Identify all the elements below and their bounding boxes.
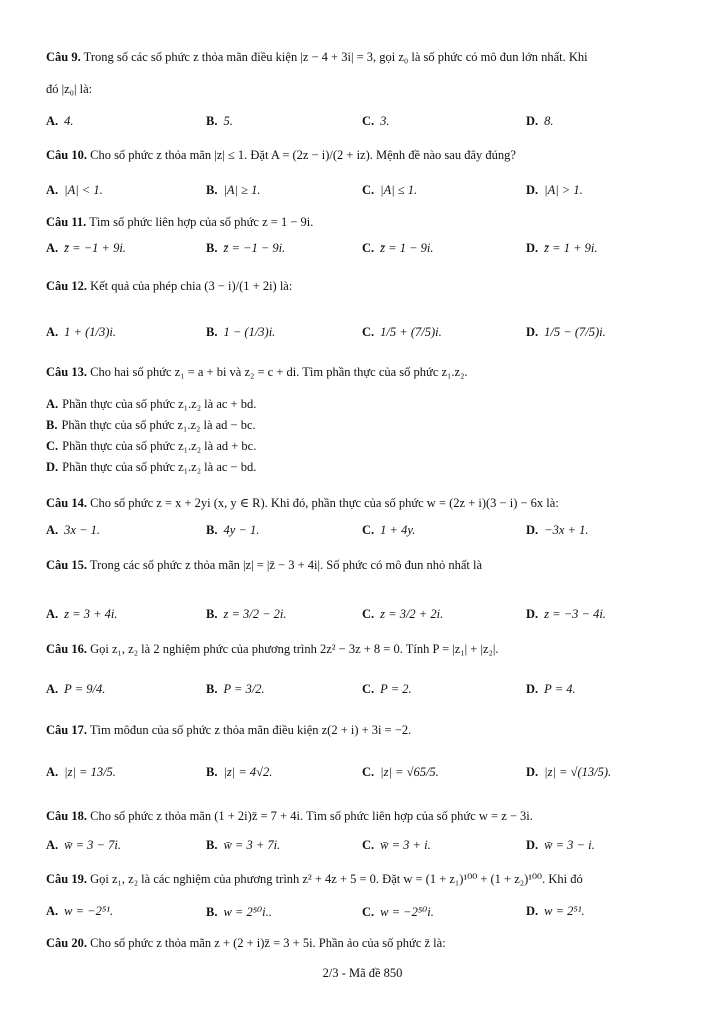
option-label: B.: [206, 765, 218, 779]
option-label: A.: [46, 682, 59, 696]
option-label: A.: [46, 397, 59, 411]
question-12: [46, 277, 685, 295]
option-d[interactable]: [526, 765, 611, 780]
option-label: B.: [206, 905, 218, 919]
question-18: [46, 807, 685, 825]
option-d[interactable]: [526, 682, 576, 697]
option-label: D.: [526, 682, 539, 696]
option-c[interactable]: [362, 241, 434, 256]
option-label: A.: [46, 838, 59, 852]
option-text: |z| = 4√2.: [223, 765, 273, 779]
option-text: w = 2⁵⁰i..: [223, 905, 272, 919]
question-text-continued: đó |z₀| là:: [46, 82, 93, 96]
question-text: Trong các số phức z thỏa mãn |z| = |z̄ − 3 + 4i|. Số phức có mô đun nhỏ nhất là: [89, 558, 482, 572]
option-a[interactable]: [46, 325, 116, 340]
option-a[interactable]: [46, 607, 118, 622]
option-label: D.: [46, 460, 59, 474]
option-c[interactable]: [46, 439, 686, 461]
option-text: 3.: [380, 114, 390, 128]
option-a[interactable]: [46, 682, 105, 697]
option-text: w̄ = 3 + i.: [380, 838, 431, 852]
options-row: [46, 523, 686, 545]
option-label: C.: [362, 241, 375, 255]
options-row: [46, 183, 686, 205]
question-text: Gọi z₁, z₂ là 2 nghiệm phức của phương trình 2z² − 3z + 8 = 0. Tính P = |z₁| + |z₂|.: [90, 642, 499, 656]
option-d[interactable]: [526, 114, 554, 129]
option-label: D.: [526, 904, 539, 918]
option-text: z̄ = 1 − 9i.: [380, 241, 434, 255]
option-b[interactable]: [206, 607, 287, 622]
option-text: |A| < 1.: [64, 183, 103, 197]
option-a[interactable]: [46, 523, 100, 538]
question-text: Cho số phức z thỏa mãn |z| ≤ 1. Đặt A = (2z − i)/(2 + iz). Mệnh đề nào sau đây đúng?: [90, 148, 516, 162]
option-text: w̄ = 3 − 7i.: [64, 838, 121, 852]
option-label: C.: [362, 838, 375, 852]
option-label: D.: [526, 114, 539, 128]
question-text: Kết quả của phép chia (3 − i)/(1 + 2i) là:: [90, 279, 293, 293]
option-label: C.: [362, 765, 375, 779]
option-label: B.: [206, 114, 218, 128]
option-text: w̄ = 3 − i.: [544, 838, 595, 852]
option-text: |A| ≥ 1.: [223, 183, 261, 197]
question-label: Câu 18.: [46, 809, 87, 823]
options-row: [46, 114, 686, 136]
options-row: [46, 904, 686, 926]
option-label: C.: [46, 439, 59, 453]
option-a[interactable]: [46, 765, 116, 780]
question-label: Câu 16.: [46, 642, 87, 656]
question-14: [46, 494, 685, 512]
option-d[interactable]: [526, 838, 595, 853]
option-b[interactable]: [206, 682, 265, 697]
option-text: |A| ≤ 1.: [380, 183, 418, 197]
option-text: z = −3 − 4i.: [544, 607, 606, 621]
option-text: z̄ = 1 + 9i.: [544, 241, 598, 255]
option-d[interactable]: [526, 904, 585, 919]
option-label: A.: [46, 607, 59, 621]
option-b[interactable]: [206, 523, 259, 538]
option-a[interactable]: [46, 114, 74, 129]
option-a[interactable]: [46, 904, 113, 919]
question-text: Tìm môđun của số phức z thỏa mãn điều kiện z(2 + i) + 3i = −2.: [89, 723, 412, 737]
option-text: 8.: [544, 114, 554, 128]
option-text: P = 4.: [544, 682, 576, 696]
option-c[interactable]: [362, 183, 417, 198]
option-text: 1/5 + (7/5)i.: [380, 325, 442, 339]
question-text: Cho số phức z thỏa mãn z + (2 + i)z̄ = 3 + 5i. Phần ảo của số phức z̄ là:: [90, 936, 446, 950]
option-label: C.: [362, 183, 375, 197]
option-label: C.: [362, 325, 375, 339]
option-d[interactable]: [526, 183, 583, 198]
option-text: 4y − 1.: [223, 523, 260, 537]
option-text: z = 3/2 + 2i.: [380, 607, 444, 621]
question-17: [46, 721, 685, 739]
option-text: P = 2.: [380, 682, 412, 696]
option-a[interactable]: [46, 241, 126, 256]
option-text: 4.: [64, 114, 74, 128]
options-row: [46, 325, 686, 347]
option-d[interactable]: [526, 325, 606, 340]
option-label: B.: [206, 838, 218, 852]
option-text: w̄ = 3 + 7i.: [223, 838, 281, 852]
question-19: [46, 870, 685, 888]
question-label: Câu 20.: [46, 936, 87, 950]
option-label: D.: [526, 325, 539, 339]
option-d[interactable]: [526, 607, 606, 622]
option-b[interactable]: [206, 904, 272, 920]
option-label: D.: [526, 523, 539, 537]
option-text: 1 + (1/3)i.: [64, 325, 116, 339]
option-text: |A| > 1.: [544, 183, 583, 197]
option-c[interactable]: [362, 682, 412, 697]
option-label: C.: [362, 114, 375, 128]
question-13: [46, 363, 685, 381]
option-text: 1/5 − (7/5)i.: [544, 325, 606, 339]
options-row: [46, 765, 686, 787]
option-a[interactable]: [46, 397, 686, 419]
option-text: w = −2⁵¹.: [64, 904, 114, 918]
question-15: [46, 556, 685, 574]
option-c[interactable]: [362, 523, 415, 538]
option-label: A.: [46, 114, 59, 128]
option-text: Phần thực của số phức z₁.z₂ là ad − bc.: [61, 418, 256, 432]
option-text: |z| = √(13/5).: [544, 765, 612, 779]
option-label: B.: [206, 682, 218, 696]
option-text: −3x + 1.: [544, 523, 589, 537]
option-a[interactable]: [46, 838, 121, 853]
question-label: Câu 14.: [46, 496, 87, 510]
option-text: 1 + 4y.: [380, 523, 416, 537]
option-text: w = −2⁵⁰i.: [380, 905, 434, 919]
option-label: B.: [206, 607, 218, 621]
option-label: A.: [46, 904, 59, 918]
option-text: Phần thực của số phức z₁.z₂ là ad + bc.: [62, 439, 257, 453]
option-c[interactable]: [362, 838, 431, 853]
page-footer: 2/3 - Mã đề 850: [322, 966, 403, 980]
option-d[interactable]: [526, 523, 588, 538]
question-16: [46, 640, 685, 658]
option-text: z = 3/2 − 2i.: [223, 607, 287, 621]
option-label: A.: [46, 183, 59, 197]
option-label: B.: [206, 325, 218, 339]
option-b[interactable]: [206, 241, 285, 256]
option-label: A.: [46, 325, 59, 339]
question-text: Cho số phức z = x + 2yi (x, y ∈ R). Khi đó, phần thực của số phức w = (2z + i)(3 − i) − 6x là:: [90, 496, 559, 510]
question-9: [46, 48, 685, 66]
option-text: P = 9/4.: [64, 682, 106, 696]
option-text: |z| = 13/5.: [64, 765, 116, 779]
option-label: B.: [206, 523, 218, 537]
option-label: C.: [362, 905, 375, 919]
question-label: Câu 9.: [46, 50, 81, 64]
option-label: D.: [526, 183, 539, 197]
option-text: z̄ = −1 − 9i.: [223, 241, 286, 255]
option-text: 1 − (1/3)i.: [223, 325, 276, 339]
option-text: Phần thực của số phức z₁.z₂ là ac + bd.: [62, 397, 257, 411]
option-label: B.: [46, 418, 58, 432]
question-label: Câu 12.: [46, 279, 87, 293]
option-b[interactable]: [206, 114, 233, 129]
question-label: Câu 17.: [46, 723, 87, 737]
option-a[interactable]: [46, 183, 103, 198]
option-label: C.: [362, 607, 375, 621]
option-b[interactable]: [206, 765, 272, 780]
question-label: Câu 10.: [46, 148, 87, 162]
option-b[interactable]: [206, 183, 260, 198]
question-text: Tìm số phức liên hợp của số phức z = 1 − 9i.: [89, 215, 314, 229]
option-b[interactable]: [206, 325, 275, 340]
option-label: B.: [206, 183, 218, 197]
question-label: Câu 15.: [46, 558, 87, 572]
option-text: 5.: [223, 114, 233, 128]
option-label: D.: [526, 607, 539, 621]
option-text: w = 2⁵¹.: [544, 904, 585, 918]
option-c[interactable]: [362, 607, 443, 622]
option-label: D.: [526, 765, 539, 779]
option-b[interactable]: [206, 838, 280, 853]
option-d[interactable]: [526, 241, 598, 256]
options-row: [46, 241, 686, 263]
question-label: Câu 19.: [46, 872, 87, 886]
option-c[interactable]: [362, 904, 434, 920]
option-label: B.: [206, 241, 218, 255]
option-label: C.: [362, 682, 375, 696]
option-text: z = 3 + 4i.: [64, 607, 118, 621]
option-label: A.: [46, 523, 59, 537]
option-text: |z| = √65/5.: [380, 765, 439, 779]
options-row: [46, 838, 686, 860]
option-c[interactable]: [362, 765, 439, 780]
question-text: Cho hai số phức z₁ = a + bi và z₂ = c + di. Tìm phần thực của số phức z₁.z₂.: [90, 365, 468, 379]
option-text: z̄ = −1 + 9i.: [64, 241, 126, 255]
question-text: Cho số phức z thỏa mãn (1 + 2i)z̄ = 7 + 4i. Tìm số phức liên hợp của số phức w = z − 3i.: [90, 809, 533, 823]
option-label: A.: [46, 765, 59, 779]
question-label: Câu 11.: [46, 215, 87, 229]
options-row: [46, 682, 686, 704]
option-text: P = 3/2.: [223, 682, 265, 696]
question-11: [46, 213, 685, 231]
question-label: Câu 13.: [46, 365, 87, 379]
option-text: Phần thực của số phức z₁.z₂ là ac − bd.: [62, 460, 257, 474]
question-text: Gọi z₁, z₂ là các nghiệm của phương trình z² + 4z + 5 = 0. Đặt w = (1 + z₁)¹⁰⁰ + (1 + z₂)¹⁰⁰. Khi đó: [90, 872, 583, 886]
option-label: C.: [362, 523, 375, 537]
option-text: 3x − 1.: [64, 523, 101, 537]
option-label: D.: [526, 241, 539, 255]
question-10: [46, 146, 685, 164]
option-d[interactable]: [46, 460, 686, 482]
question-20: [46, 934, 685, 952]
option-c[interactable]: [362, 325, 442, 340]
option-label: A.: [46, 241, 59, 255]
option-b[interactable]: [46, 418, 686, 440]
options-row: [46, 607, 686, 629]
option-c[interactable]: [362, 114, 390, 129]
question-text: Trong số các số phức z thỏa mãn điều kiện |z − 4 + 3i| = 3, gọi z₀ là số phức có mô đun lớn nhất. Khi: [83, 50, 588, 64]
option-label: D.: [526, 838, 539, 852]
